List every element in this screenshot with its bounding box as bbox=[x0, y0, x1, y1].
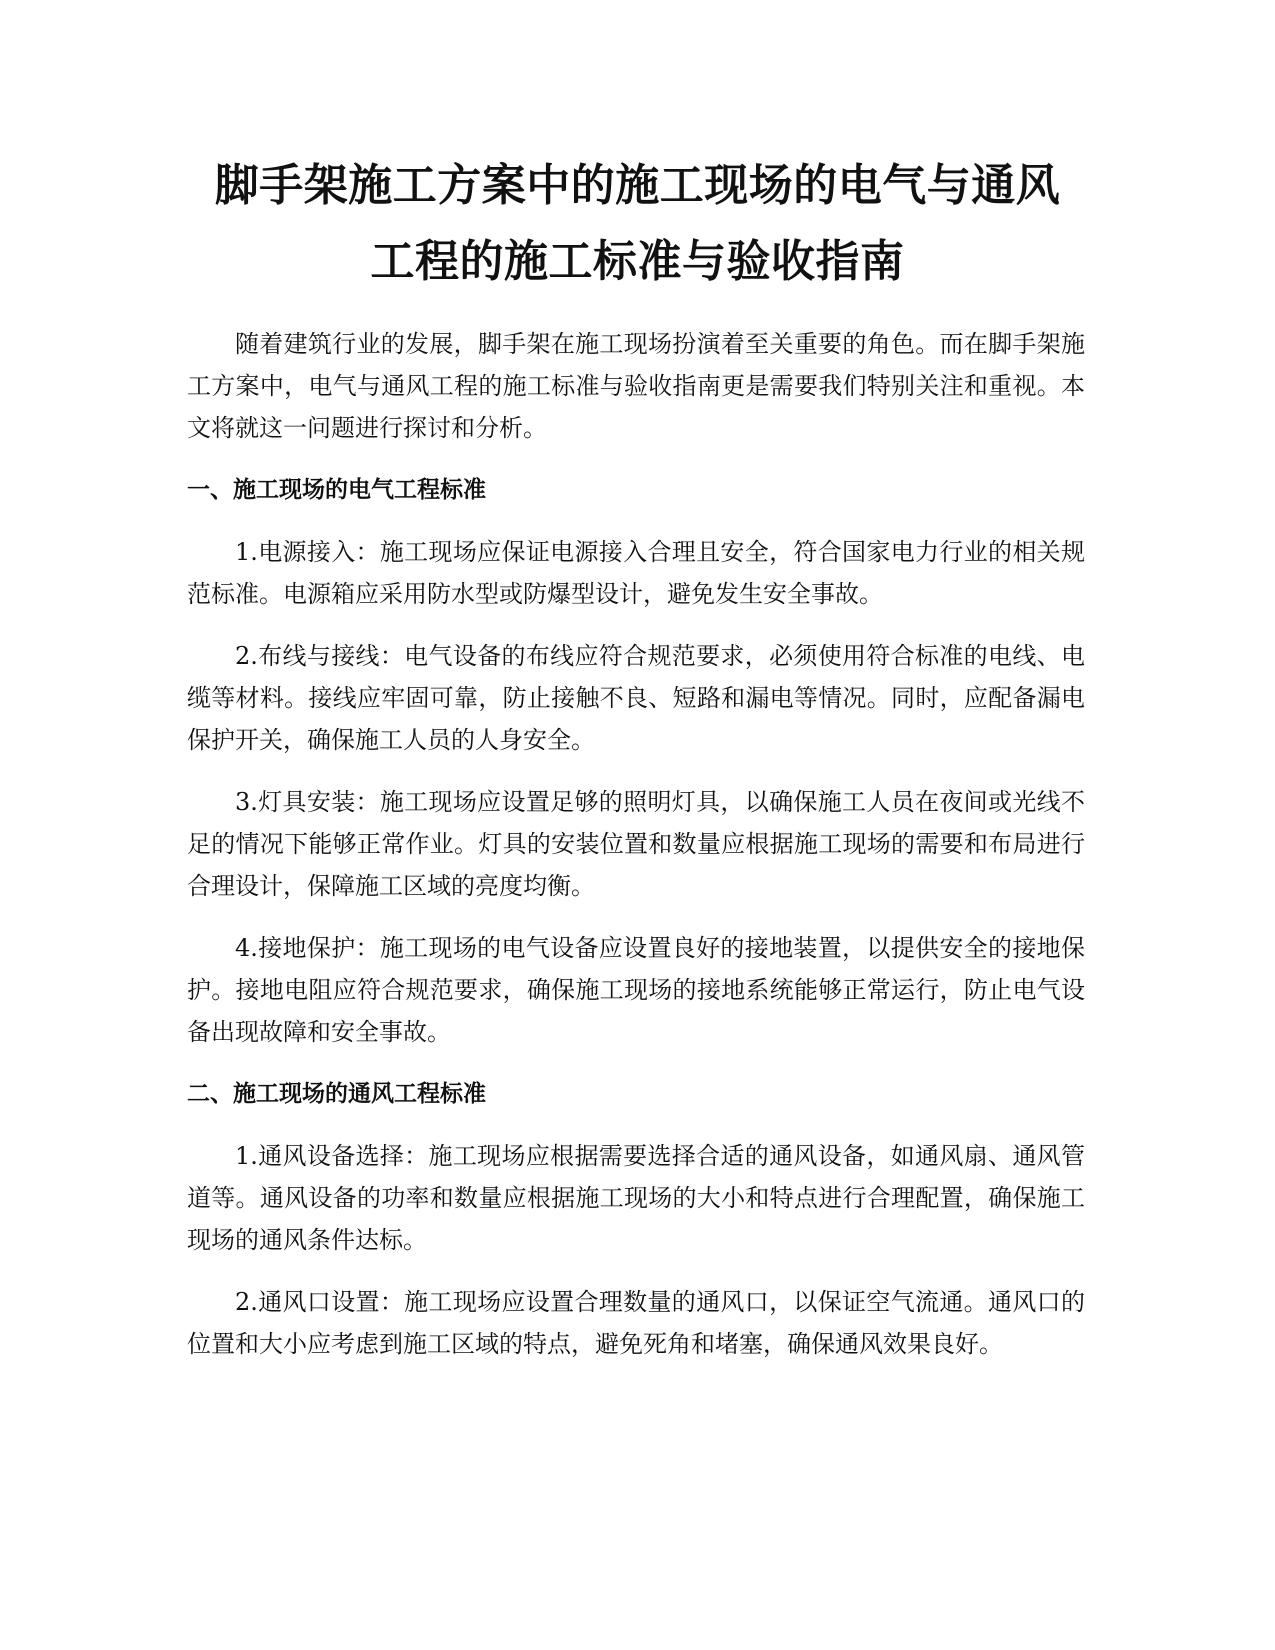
document-body bbox=[187, 323, 1085, 1365]
section-heading-electrical: 一、施工现场的电气工程标准 bbox=[187, 477, 486, 503]
electrical-item-grounding: 4.接地保护：施工现场的电气设备应设置良好的接地装置，以提供安全的接地保护。接地电阻应符合规范要求，确保施工现场的接地系统能够正常运行，防止电气设备出现故障和安全事故。 bbox=[187, 934, 1085, 1046]
electrical-item-power: 1.电源接入：施工现场应保证电源接入合理且安全，符合国家电力行业的相关规范标准。电源箱应采用防水型或防爆型设计，避免发生安全事故。 bbox=[187, 538, 1085, 608]
title-line-1: 脚手架施工方案中的施工现场的电气与通风 bbox=[214, 160, 1061, 211]
intro-paragraph: 随着建筑行业的发展，脚手架在施工现场扮演着至关重要的角色。而在脚手架施工方案中，电气与通风工程的施工标准与验收指南更是需要我们特别关注和重视。本文将就这一问题进行探讨和分析。 bbox=[187, 330, 1085, 442]
ventilation-item-vents: 2.通风口设置：施工现场应设置合理数量的通风口，以保证空气流通。通风口的位置和大小应考虑到施工区域的特点，避免死角和堵塞，确保通风效果良好。 bbox=[187, 1288, 1085, 1358]
electrical-item-wiring: 2.布线与接线：电气设备的布线应符合规范要求，必须使用符合标准的电线、电缆等材料。接线应牢固可靠，防止接触不良、短路和漏电等情况。同时，应配备漏电保护开关，确保施工人员的人身安全。 bbox=[187, 642, 1085, 754]
title-line-2: 工程的施工标准与验收指南 bbox=[370, 236, 905, 287]
ventilation-item-equipment: 1.通风设备选择：施工现场应根据需要选择合适的通风设备，如通风扇、通风管道等。通风设备的功率和数量应根据施工现场的大小和特点进行合理配置，确保施工现场的通风条件达标。 bbox=[187, 1142, 1085, 1254]
section-heading-ventilation: 二、施工现场的通风工程标准 bbox=[187, 1081, 486, 1107]
document-title bbox=[150, 148, 1125, 300]
electrical-item-lighting: 3.灯具安装：施工现场应设置足够的照明灯具，以确保施工人员在夜间或光线不足的情况下能够正常作业。灯具的安装位置和数量应根据施工现场的需要和布局进行合理设计，保障施工区域的亮度均衡。 bbox=[187, 788, 1085, 900]
